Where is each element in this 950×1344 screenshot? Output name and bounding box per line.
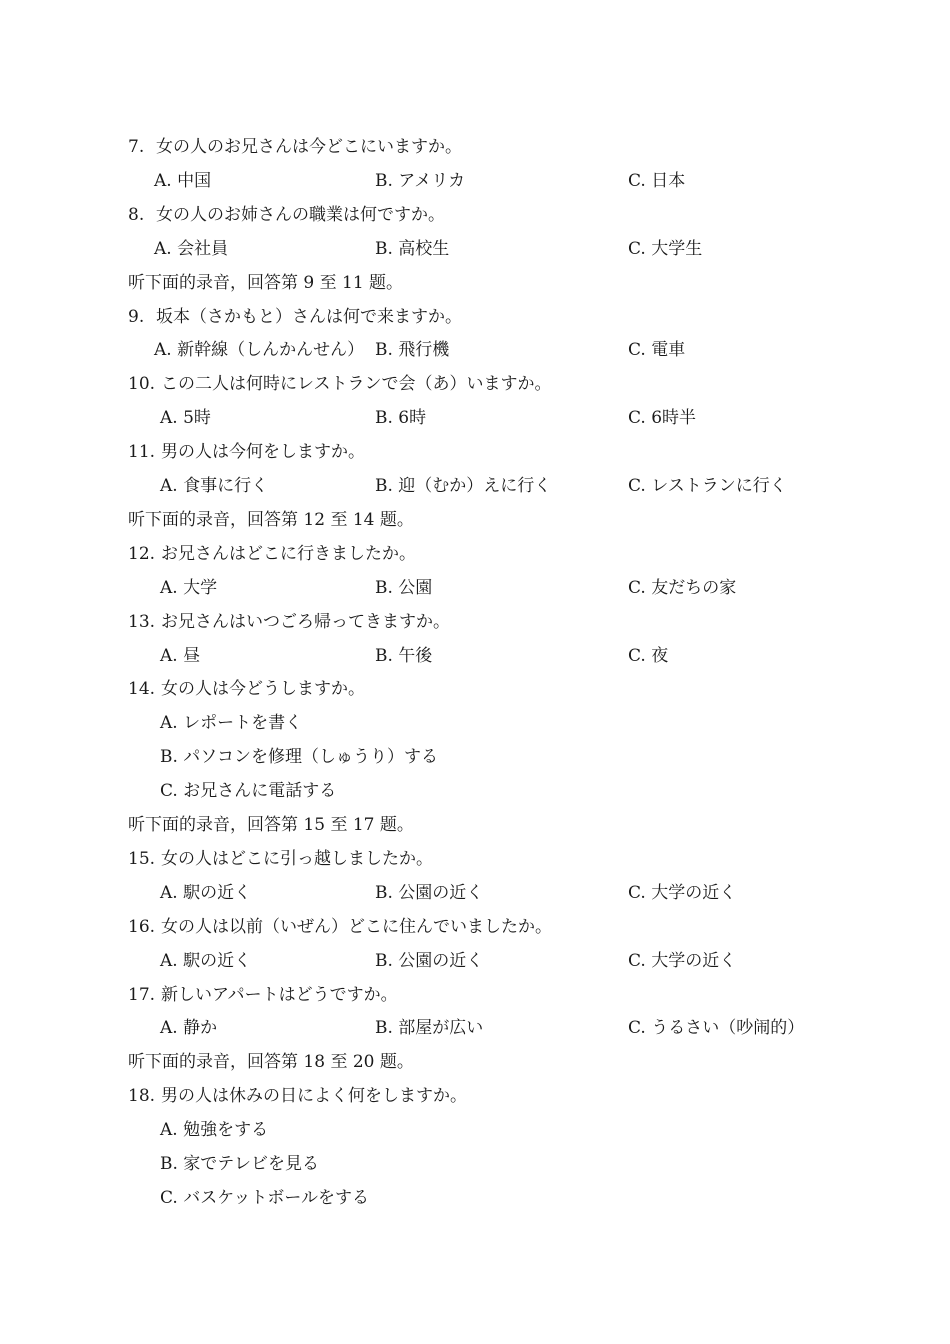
- question-number: 17.: [128, 984, 156, 1005]
- question-11: [0, 437, 950, 467]
- option-b: B. 迎（むか）えに行く: [375, 476, 552, 496]
- question-14-option-a: [0, 708, 950, 738]
- question-number: 15.: [128, 848, 156, 869]
- option-b: B. 部屋が広い: [375, 1018, 484, 1039]
- section-instruction: [0, 810, 950, 840]
- option-b: B. 公園の近く: [375, 882, 484, 903]
- option-b: B. アメリカ: [375, 170, 466, 191]
- option-a: A. 会社員: [154, 238, 229, 259]
- question-10-options: [0, 403, 950, 433]
- section-instruction: [0, 268, 950, 298]
- option-c: C. 6時半: [628, 408, 697, 429]
- question-8: [0, 200, 950, 230]
- question-16: [0, 912, 950, 942]
- question-15: [0, 844, 950, 874]
- question-10: [0, 369, 950, 399]
- option-b: B. 高校生: [375, 238, 450, 259]
- question-18-option-b: [0, 1149, 950, 1179]
- section-instruction-text: 听下面的录音，回答第 12 至 14 题。: [128, 509, 414, 530]
- question-18-option-c: [0, 1183, 950, 1213]
- question-number: 13.: [128, 611, 156, 632]
- question-12-options: [0, 573, 950, 603]
- question-14-option-c: [0, 776, 950, 806]
- question-text: 女の人はどこに引っ越しましたか。: [161, 848, 433, 869]
- option-b: B. 公園: [375, 577, 433, 598]
- section-instruction: [0, 505, 950, 535]
- option-c: C. お兄さんに電話する: [160, 781, 337, 802]
- option-c: C. 大学の近く: [628, 882, 737, 903]
- option-b: B. 午後: [375, 645, 433, 666]
- question-17: [0, 980, 950, 1010]
- question-14-option-b: [0, 742, 950, 772]
- question-14: [0, 674, 950, 704]
- option-c: C. 日本: [628, 170, 686, 191]
- section-instruction-text: 听下面的录音，回答第 15 至 17 题。: [128, 815, 414, 835]
- option-a: A. 勉強をする: [160, 1120, 269, 1141]
- question-number: 18.: [128, 1086, 156, 1107]
- option-b: B. パソコンを修理（しゅうり）する: [160, 747, 438, 768]
- option-c: C. うるさい（吵闹的）: [628, 1018, 805, 1039]
- option-c: C. 電車: [628, 340, 686, 361]
- question-7-options: [0, 166, 950, 196]
- option-a: A. 食事に行く: [160, 476, 269, 496]
- question-8-options: [0, 234, 950, 264]
- question-9: [0, 302, 950, 332]
- question-number: 12.: [128, 543, 156, 564]
- question-9-options: [0, 335, 950, 365]
- option-b: B. 家でテレビを見る: [160, 1154, 319, 1174]
- question-12: [0, 539, 950, 569]
- option-b: B. 飛行機: [375, 340, 450, 361]
- section-instruction-text: 听下面的录音，回答第 9 至 11 题。: [128, 272, 404, 293]
- question-11-options: [0, 471, 950, 501]
- option-a: A. 大学: [160, 577, 218, 598]
- option-c: C. 友だちの家: [628, 577, 737, 598]
- question-18: [0, 1081, 950, 1111]
- option-a: A. レポートを書く: [160, 713, 303, 734]
- question-text: 女の人は以前（いぜん）どこに住んでいましたか。: [161, 916, 552, 937]
- question-number: 16.: [128, 916, 156, 937]
- question-text: お兄さんはどこに行きましたか。: [161, 543, 416, 564]
- option-b: B. 公園の近く: [375, 950, 484, 971]
- option-c: C. 大学の近く: [628, 950, 737, 971]
- question-text: 女の人は今どうしますか。: [161, 679, 365, 700]
- question-7: [0, 132, 950, 162]
- option-a: A. 駅の近く: [160, 882, 252, 903]
- question-number: 8.: [128, 204, 145, 225]
- option-a: A. 中国: [154, 170, 212, 191]
- question-15-options: [0, 878, 950, 908]
- question-number: 7.: [128, 137, 145, 157]
- question-number: 14.: [128, 679, 156, 700]
- option-a: A. 昼: [160, 645, 201, 666]
- section-instruction: [0, 1047, 950, 1077]
- option-c: C. レストランに行く: [628, 476, 787, 496]
- question-13-options: [0, 641, 950, 671]
- option-c: C. バスケットボールをする: [160, 1187, 370, 1208]
- option-c: C. 大学生: [628, 238, 703, 259]
- option-a: A. 新幹線（しんかんせん）: [154, 340, 365, 361]
- question-13: [0, 607, 950, 637]
- option-c: C. 夜: [628, 645, 669, 666]
- question-text: 女の人のお姉さんの職業は何ですか。: [156, 204, 445, 225]
- question-17-options: [0, 1013, 950, 1043]
- question-text: 女の人のお兄さんは今どこにいますか。: [156, 137, 462, 157]
- section-instruction-text: 听下面的录音，回答第 18 至 20 题。: [128, 1052, 414, 1073]
- question-text: お兄さんはいつごろ帰ってきますか。: [161, 611, 450, 632]
- question-number: 10.: [128, 374, 156, 395]
- option-a: A. 駅の近く: [160, 950, 252, 971]
- question-18-option-a: [0, 1115, 950, 1145]
- option-a: A. 静か: [160, 1018, 218, 1039]
- option-b: B. 6時: [375, 408, 427, 429]
- option-a: A. 5時: [160, 408, 211, 429]
- question-16-options: [0, 946, 950, 976]
- question-text: 男の人は今何をしますか。: [161, 442, 365, 463]
- question-text: 男の人は休みの日によく何をしますか。: [161, 1086, 467, 1107]
- question-text: 坂本（さかもと）さんは何で来ますか。: [156, 306, 462, 327]
- question-number: 11.: [128, 442, 156, 463]
- question-text: 新しいアパートはどうですか。: [161, 984, 398, 1005]
- question-text: この二人は何時にレストランで会（あ）いますか。: [161, 374, 552, 395]
- question-number: 9.: [128, 306, 145, 327]
